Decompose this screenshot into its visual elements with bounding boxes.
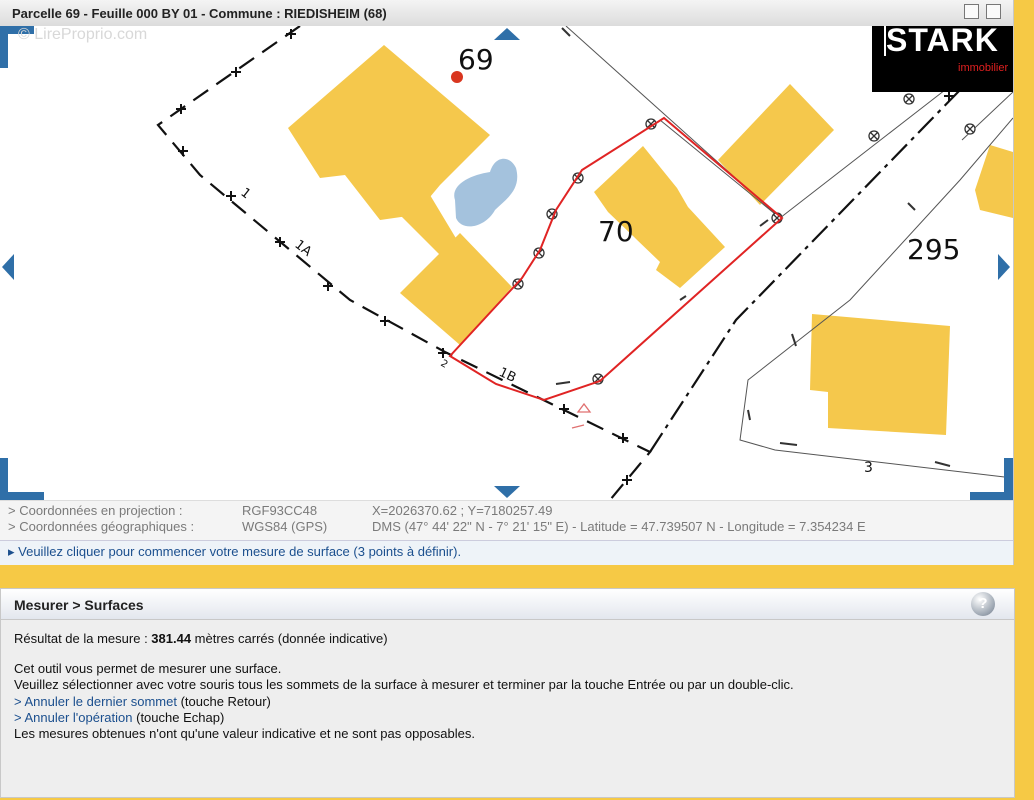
measure-panel <box>0 588 1015 798</box>
building-north-east <box>718 84 834 205</box>
info-line-1: Cet outil vous permet de mesurer une surface. <box>14 661 282 677</box>
label-boundary-3: 3 <box>864 460 873 476</box>
info-line-2: Veuillez sélectionner avec votre souris tous les sommets de la surface à mesurer et terminer par la touche Entrée ou par un double-clic. <box>14 677 794 693</box>
restore-icon[interactable] <box>964 4 979 19</box>
cadastral-map[interactable] <box>0 26 1013 500</box>
result-prefix: Résultat de la mesure : <box>14 631 152 646</box>
pan-up-icon <box>494 28 520 40</box>
label-parcel-69: 69 <box>458 43 494 76</box>
label-boundary-1a: 1A <box>291 237 315 260</box>
result-value: 381.44 <box>151 631 192 646</box>
geographic-system: WGS84 (GPS) <box>242 519 328 534</box>
label-boundary-2: 2 <box>438 358 450 371</box>
logo-name: STARK <box>886 26 999 58</box>
projection-value: X=2026370.62 ; Y=7180257.49 <box>372 503 553 518</box>
panel-title: Parcelle 69 - Feuille 000 BY 01 - Commune : RIEDISHEIM (68) <box>12 6 387 21</box>
geographic-value: DMS (47° 44' 22" N - 7° 21' 15" E) - Latitude = 47.739507 N - Longitude = 7.354234 E <box>372 519 866 534</box>
logo-subtitle: immobilier <box>958 62 1009 74</box>
undo-line <box>14 694 794 710</box>
cancel-operation-link[interactable]: > Annuler l'opération <box>14 709 133 725</box>
coordinates-panel <box>0 500 1013 541</box>
measure-panel-body <box>14 631 794 742</box>
disclaimer-line: Les mesures obtenues n'ont qu'une valeur indicative et ne sont pas opposables. <box>14 726 475 742</box>
building-69-south <box>400 233 512 345</box>
undo-last-vertex-link[interactable]: > Annuler le dernier sommet <box>14 693 177 709</box>
undo-key: (touche Retour) <box>176 693 271 709</box>
geographic-label: > Coordonnées géographiques : <box>8 519 195 534</box>
commune-boundary <box>158 26 960 500</box>
label-boundary-1: 1 <box>237 185 254 203</box>
pond <box>454 159 517 227</box>
measure-panel-header <box>1 589 1014 620</box>
label-parcel-295: 295 <box>907 233 961 266</box>
measure-panel-title: Mesurer > Surfaces <box>14 597 144 613</box>
stark-logo <box>872 26 1013 92</box>
instruction-bar <box>0 540 1013 565</box>
projection-label: > Coordonnées en projection : <box>8 503 183 518</box>
result-suffix: mètres carrés (donnée indicative) <box>191 631 388 646</box>
building-295 <box>810 314 950 435</box>
label-boundary-1b: 1B <box>496 365 519 386</box>
watermark: © LireProprio.com <box>18 26 148 43</box>
projection-system: RGF93CC48 <box>242 503 318 518</box>
buildings <box>288 45 1013 435</box>
pan-left-icon <box>2 254 14 280</box>
maximize-icon[interactable] <box>986 4 1001 19</box>
title-bar <box>0 0 1013 27</box>
pan-down-icon <box>494 486 520 498</box>
instruction-text: ▸ Veuillez cliquer pour commencer votre mesure de surface (3 points à définir). <box>8 544 462 559</box>
pan-right-icon <box>998 254 1010 280</box>
cancel-line <box>14 710 794 726</box>
result-line <box>14 631 794 647</box>
label-parcel-70: 70 <box>598 215 634 248</box>
help-icon[interactable]: ? <box>971 592 995 616</box>
cancel-key: (touche Echap) <box>132 709 225 725</box>
